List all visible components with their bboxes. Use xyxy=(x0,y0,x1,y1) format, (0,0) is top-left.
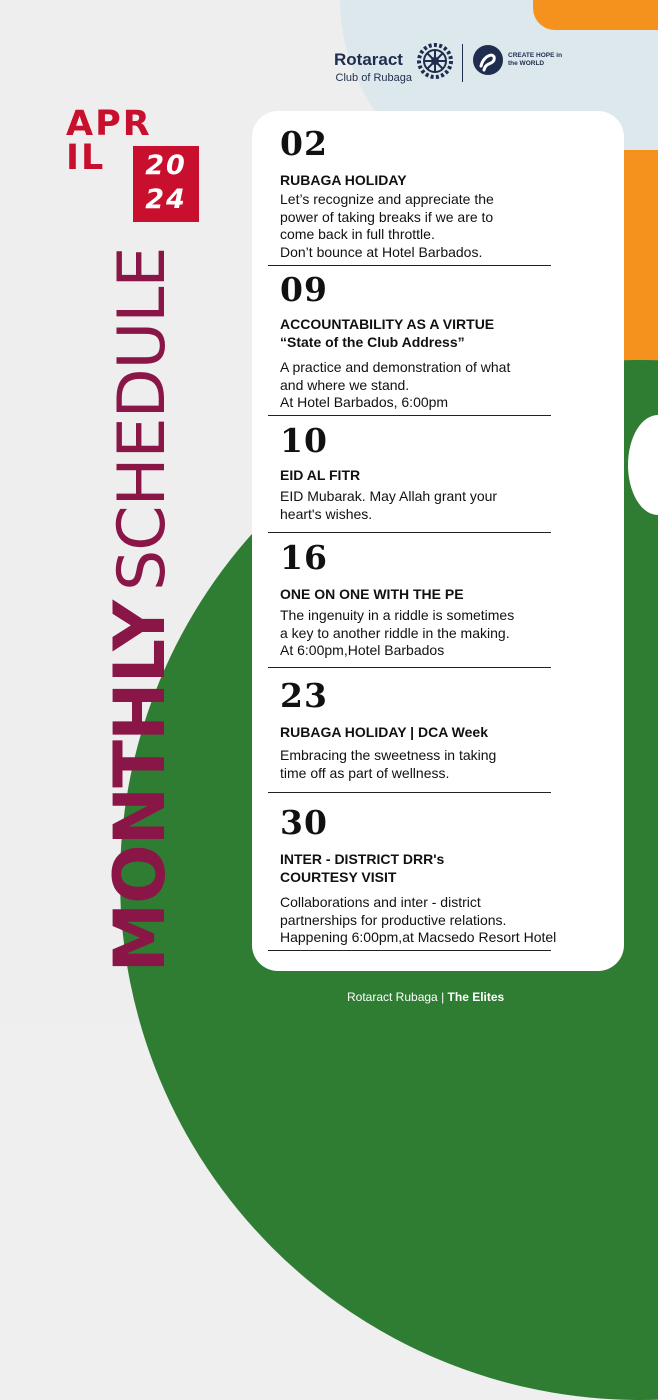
event-date: 02 xyxy=(280,124,328,163)
footer-separator: | xyxy=(441,990,445,1004)
event-title: ACCOUNTABILITY AS A VIRTUE xyxy=(280,316,495,332)
brand-name: Rotaract xyxy=(334,50,403,69)
month-line-2: IL xyxy=(66,138,106,178)
footer-tagline: The Elites xyxy=(447,990,505,1004)
event-description-line: At 6:00pm,Hotel Barbados xyxy=(280,642,445,658)
event-description xyxy=(280,359,558,412)
event-title: RUBAGA HOLIDAY xyxy=(280,172,407,188)
event-description-line: EID Mubarak. May Allah grant your xyxy=(280,488,498,504)
header-logo xyxy=(322,42,572,90)
event-date: 23 xyxy=(280,676,328,715)
create-hope-icon xyxy=(472,44,504,76)
event-title: ONE ON ONE WITH THE PE xyxy=(280,586,464,602)
logo-divider xyxy=(462,44,463,82)
event-description-line: time off as part of wellness. xyxy=(280,764,450,781)
year-bottom: 24 xyxy=(145,184,187,215)
event-title: EID AL FITR xyxy=(280,467,361,483)
event-divider xyxy=(268,667,551,668)
event-item xyxy=(268,421,558,523)
event-divider xyxy=(268,415,551,416)
event-date: 30 xyxy=(280,803,328,842)
month-heading xyxy=(66,104,206,224)
event-description xyxy=(280,607,558,660)
event-description-line: Happening 6:00pm,at Macsedo Resort Hotel xyxy=(280,929,557,945)
event-description-line: partnerships for productive relations. xyxy=(280,911,507,928)
event-description-line: come back in full throttle. xyxy=(280,226,435,242)
month-line-1: APR xyxy=(66,104,152,144)
event-description xyxy=(280,488,558,523)
event-item xyxy=(268,803,558,947)
event-subtitle: “State of the Club Address” xyxy=(280,334,465,350)
year-top: 20 xyxy=(145,150,187,181)
event-subtitle: COURTESY VISIT xyxy=(280,869,397,885)
event-item xyxy=(268,538,558,660)
event-item xyxy=(268,270,558,412)
event-date: 10 xyxy=(280,421,328,460)
event-item xyxy=(268,676,558,782)
event-divider xyxy=(268,950,551,951)
event-date: 09 xyxy=(280,270,328,309)
event-description xyxy=(280,191,558,261)
event-description-line: power of taking breaks if we are to xyxy=(280,208,494,225)
event-divider xyxy=(268,792,551,793)
brand-club: Club of Rubaga xyxy=(335,72,412,84)
event-description-line: A practice and demonstration of what xyxy=(280,359,511,375)
event-description xyxy=(280,747,558,782)
event-divider xyxy=(268,532,551,533)
event-description-line: and where we stand. xyxy=(280,376,410,393)
event-description-line: At Hotel Barbados, 6:00pm xyxy=(280,394,449,410)
brand-slogan: CREATE HOPE in the WORLD xyxy=(508,52,563,67)
event-description-line: heart's wishes. xyxy=(280,505,373,522)
rotary-wheel-icon xyxy=(416,42,454,80)
title-monthly: MONTHLY xyxy=(99,601,181,973)
event-divider xyxy=(268,265,551,266)
event-item xyxy=(268,124,558,261)
footer-club-name: Rotaract Rubaga xyxy=(347,990,438,1004)
event-description-line: Collaborations and inter - district xyxy=(280,894,481,910)
event-title: RUBAGA HOLIDAY | DCA Week xyxy=(280,724,488,740)
title-schedule: SCHEDULE xyxy=(105,247,180,592)
event-description-line: The ingenuity in a riddle is sometimes xyxy=(280,607,515,623)
footer-text xyxy=(347,990,504,1004)
monthly-schedule-title xyxy=(99,248,181,973)
year-badge xyxy=(133,146,199,222)
background-orange-top-shape xyxy=(533,0,658,30)
event-title: INTER - DISTRICT DRR's xyxy=(280,851,445,867)
event-date: 16 xyxy=(280,538,328,577)
event-description-line: a key to another riddle in the making. xyxy=(280,624,510,641)
event-description-line: Let’s recognize and appreciate the xyxy=(280,191,494,207)
event-description-line: Don’t bounce at Hotel Barbados. xyxy=(280,243,483,260)
event-description-line: Embracing the sweetness in taking xyxy=(280,747,497,763)
event-description xyxy=(280,894,610,947)
